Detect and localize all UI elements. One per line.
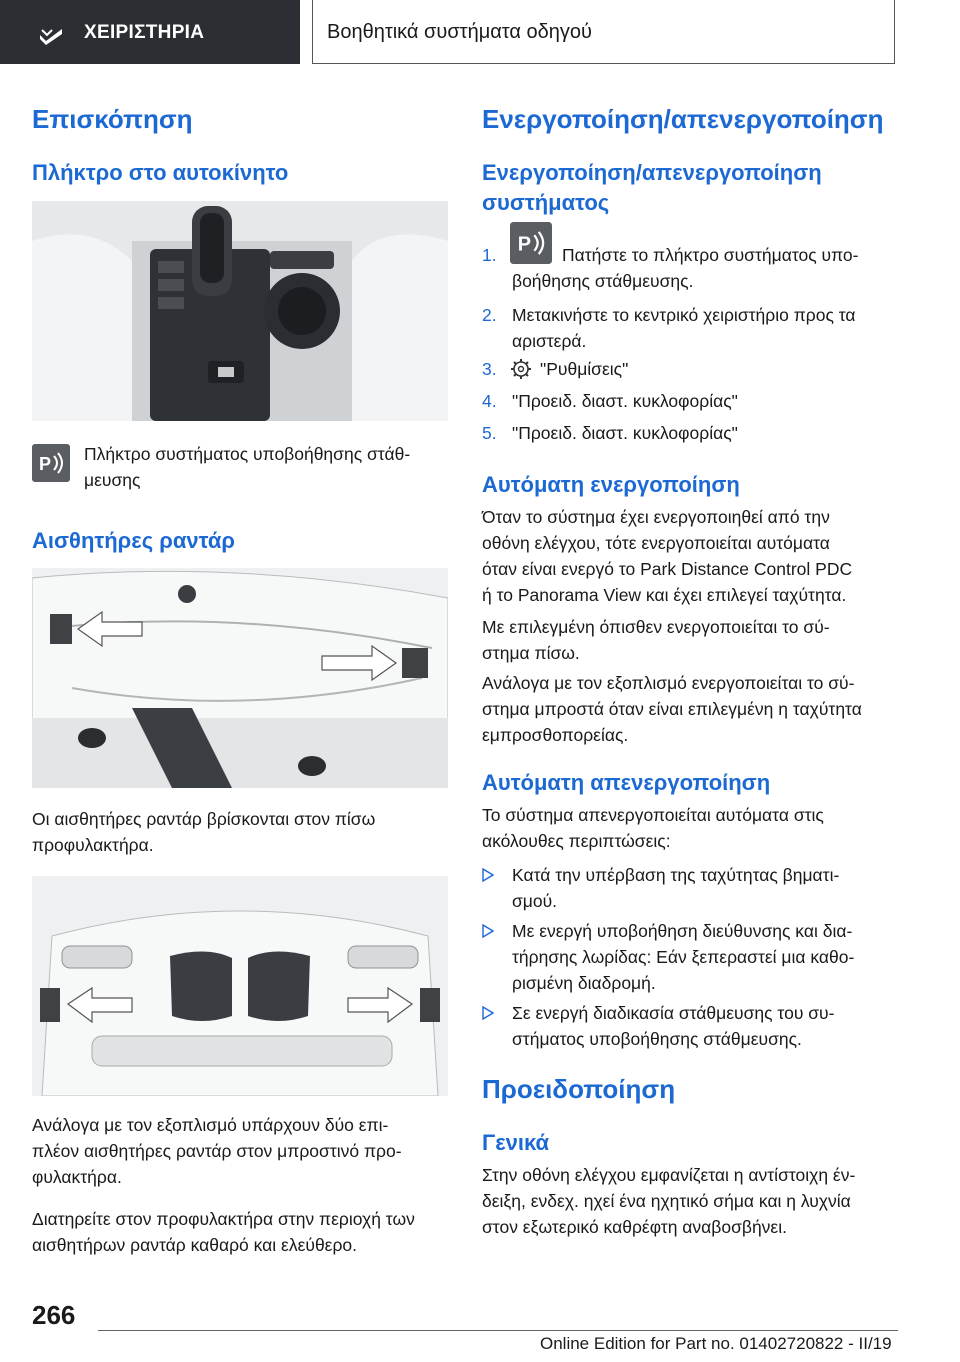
step-text-line: Μετακινήστε το κεντρικό χειριστήριο προς τα (512, 305, 856, 325)
system-onoff-heading: Ενεργοποίηση/απενεργοποίηση (482, 160, 822, 185)
parking-assist-button-icon (32, 444, 70, 482)
auto-on-heading: Αυτόματη ενεργοποίηση (482, 472, 740, 497)
step-item (482, 302, 922, 354)
header-underline (312, 63, 895, 64)
footer-rule (98, 1330, 898, 1331)
step-item (482, 420, 922, 446)
step-text-line: βοήθησης στάθμευσης. (512, 271, 694, 291)
auto-on-text-line: οθόνη ελέγχου, τότε ενεργοποιείται αυτόματα (482, 533, 830, 553)
button-heading: Πλήκτρο στο αυτοκίνητο (32, 160, 289, 185)
auto-on-text-line: όταν είναι ενεργό το Park Distance Control PDC (482, 559, 853, 579)
page-number: 266 (32, 1300, 76, 1330)
bullet-triangle-icon (482, 924, 494, 938)
auto-on-text-line: ή το Panorama View και έχει επιλεγεί ταχύτητα. (482, 585, 847, 605)
section-tab (0, 0, 300, 64)
bullet-text-line: Σε ενεργή διαδικασία στάθμευσης του συ- (512, 1003, 835, 1023)
header-divider (312, 0, 313, 64)
header-divider (894, 0, 895, 64)
auto-off-heading: Αυτόματη απενεργοποίηση (482, 770, 771, 795)
auto-on-text-line: Ανάλογα με τον εξοπλισμό ενεργοποιείται το σύ- (482, 673, 855, 693)
bullet-item (482, 862, 922, 914)
rear-sensors-text-line: Οι αισθητήρες ραντάρ βρίσκονται στον πίσω (32, 809, 376, 829)
step-number: 1. (482, 245, 497, 265)
hand-pointer-icon (38, 26, 64, 46)
front-sensors-text-line: φυλακτήρα. (32, 1167, 122, 1187)
general-heading: Γενικά (482, 1130, 550, 1155)
front-bumper-illustration (32, 876, 448, 1096)
step-text-line: "Ρυθμίσεις" (540, 359, 629, 379)
general-text-line: στον εξωτερικό καθρέφτη αναβοσβήνει. (482, 1217, 787, 1237)
front-sensors-text-line: πλέον αισθητήρες ραντάρ στον μπροστινό προ- (32, 1141, 402, 1161)
button-caption-line: μευσης (84, 470, 141, 490)
front-sensors-text-line: Ανάλογα με τον εξοπλισμό υπάρχουν δύο επι- (32, 1115, 389, 1135)
bullet-item (482, 918, 922, 996)
step-number: 5. (482, 423, 497, 443)
step-item (482, 233, 922, 294)
sensors-heading: Αισθητήρες ραντάρ (32, 528, 235, 553)
auto-on-text-line: στημα πίσω. (482, 643, 580, 663)
edition-text: Online Edition for Part no. 01402720822 - II/19 (540, 1334, 892, 1353)
gear-icon (510, 358, 532, 380)
section-label: ΧΕΙΡΙΣΤΗΡΙΑ (84, 22, 205, 43)
onoff-heading: Ενεργοποίηση/απενεργοποίηση (482, 104, 884, 134)
bullet-triangle-icon (482, 868, 494, 882)
bullet-triangle-icon (482, 1006, 494, 1020)
warning-heading: Προειδοποίηση (482, 1074, 676, 1104)
step-number: 3. (482, 359, 497, 379)
bullet-text-line: Με ενεργή υποβοήθηση διεύθυνσης και δια- (512, 921, 853, 941)
keep-clean-text-line: Διατηρείτε στον προφυλακτήρα στην περιοχή των (32, 1209, 415, 1229)
parking-assist-button-icon (510, 222, 552, 264)
bullet-text-line: Κατά την υπέρβαση της ταχύτητας βηματι- (512, 865, 840, 885)
bullet-text-line: ρισμένη διαδρομή. (512, 973, 656, 993)
auto-on-text-line: στημα μπροστά όταν είναι επιλεγμένη η ταχύτητα (482, 699, 862, 719)
general-text-line: Στην οθόνη ελέγχου εμφανίζεται η αντίστοιχη έν- (482, 1165, 856, 1185)
rear-sensors-text-line: προφυλακτήρα. (32, 835, 154, 855)
bullet-item (482, 1000, 922, 1052)
center-console-image (32, 201, 448, 421)
front-bumper-image (32, 876, 448, 1096)
keep-clean-text-line: αισθητήρων ραντάρ καθαρό και ελεύθερο. (32, 1235, 358, 1255)
rear-bumper-illustration (32, 568, 448, 788)
step-number: 2. (482, 305, 497, 325)
system-onoff-heading: συστήματος (482, 190, 610, 215)
auto-off-text-line: Το σύστημα απενεργοποιείται αυτόματα στις (482, 805, 824, 825)
center-console-illustration (32, 201, 448, 421)
step-item (482, 388, 922, 414)
rear-bumper-image (32, 568, 448, 788)
overview-heading: Επισκόπηση (32, 104, 193, 134)
bullet-text-line: στήματος υποβοήθησης στάθμευσης. (512, 1029, 802, 1049)
auto-on-text-line: Με επιλεγμένη όπισθεν ενεργοποιείται το σύ- (482, 617, 830, 637)
step-text-line: "Προειδ. διαστ. κυκλοφορίας" (512, 423, 738, 443)
auto-off-text-line: ακόλουθες περιπτώσεις: (482, 831, 671, 851)
step-text-line: "Προειδ. διαστ. κυκλοφορίας" (512, 391, 738, 411)
general-text-line: δειξη, ενδεχ. ηχεί ένα ηχητικό σήμα και η λυχνία (482, 1191, 851, 1211)
page-header (0, 0, 960, 64)
step-number: 4. (482, 391, 497, 411)
button-caption-line: Πλήκτρο συστήματος υποβοήθησης στάθ- (84, 444, 411, 464)
step-text-line: αριστερά. (512, 331, 587, 351)
step-text-line: Πατήστε το πλήκτρο συστήματος υπο- (562, 245, 859, 265)
bullet-text-line: τήρησης λωρίδας: Εάν ξεπεραστεί μια καθο- (512, 947, 855, 967)
chapter-title: Βοηθητικά συστήματα οδηγού (327, 21, 592, 43)
step-item (482, 356, 922, 382)
svg-text:P: P (39, 454, 52, 474)
auto-on-text-line: εμπροσθοπορείας. (482, 725, 629, 745)
svg-text:P: P (517, 233, 532, 256)
bullet-text-line: σμού. (512, 891, 558, 911)
auto-on-text-line: Όταν το σύστημα έχει ενεργοποιηθεί από την (482, 507, 830, 527)
